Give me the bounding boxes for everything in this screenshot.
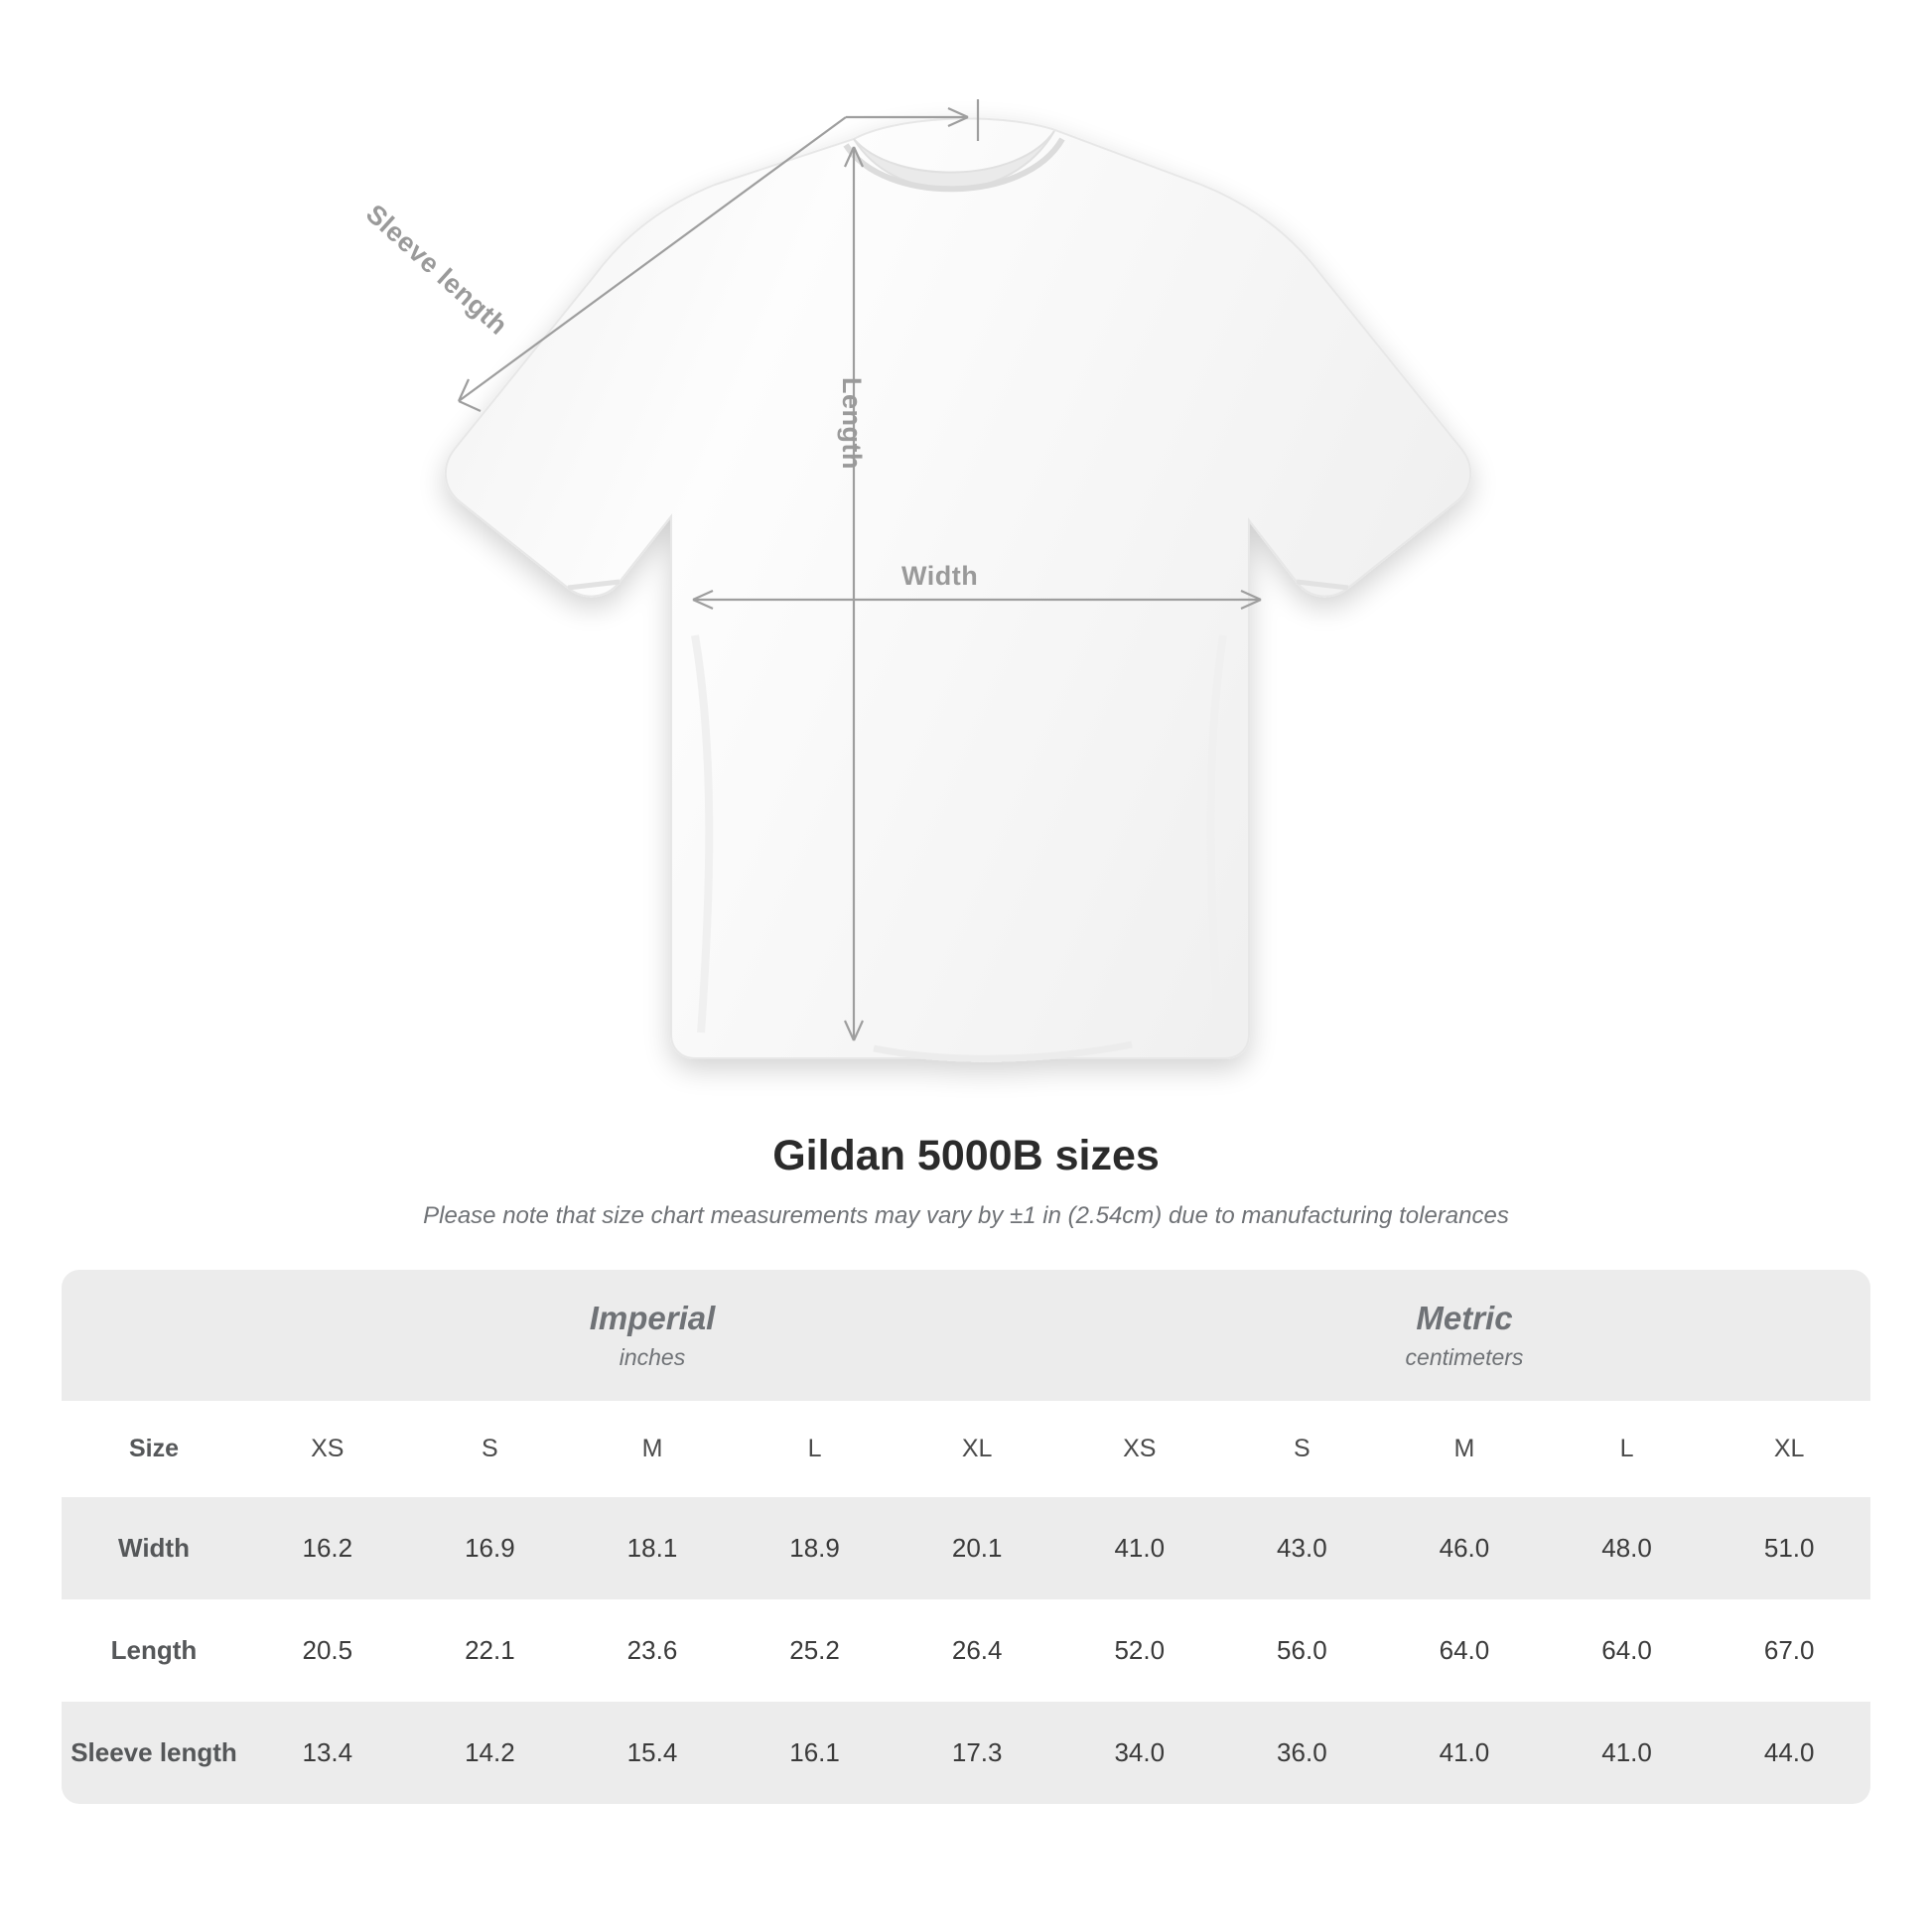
cell-sleeve-imperial-xl: 17.3	[896, 1702, 1058, 1804]
unit-group-row	[62, 1270, 1870, 1401]
cell-sleeve-metric-xl: 44.0	[1708, 1702, 1870, 1804]
size-table	[62, 1270, 1870, 1804]
cell-sleeve-metric-l: 41.0	[1546, 1702, 1709, 1804]
cell-length-imperial-xs: 20.5	[246, 1599, 409, 1702]
cell-width-metric-s: 43.0	[1221, 1497, 1384, 1599]
header-metric-s: S	[1221, 1401, 1384, 1497]
cell-width-metric-xs: 41.0	[1058, 1497, 1221, 1599]
imperial-title: Imperial	[589, 1300, 716, 1336]
tolerance-note: Please note that size chart measurements may vary by ±1 in (2.54cm) due to manufacturing tolerances	[423, 1202, 1509, 1229]
table-row	[62, 1599, 1870, 1702]
table-row	[62, 1702, 1870, 1804]
unit-group-imperial	[246, 1270, 1058, 1401]
row-label-width: Width	[62, 1497, 246, 1599]
cell-width-imperial-l: 18.9	[734, 1497, 897, 1599]
cell-width-metric-xl: 51.0	[1708, 1497, 1870, 1599]
cell-sleeve-imperial-m: 15.4	[571, 1702, 734, 1804]
metric-subtitle: centimeters	[1405, 1344, 1524, 1371]
cell-length-imperial-m: 23.6	[571, 1599, 734, 1702]
cell-sleeve-imperial-xs: 13.4	[246, 1702, 409, 1804]
cell-width-imperial-s: 16.9	[409, 1497, 572, 1599]
cell-width-imperial-m: 18.1	[571, 1497, 734, 1599]
header-imperial-xl: XL	[896, 1401, 1058, 1497]
unit-group-metric	[1058, 1270, 1870, 1401]
cell-width-metric-m: 46.0	[1383, 1497, 1546, 1599]
cell-sleeve-metric-s: 36.0	[1221, 1702, 1384, 1804]
size-table-wrapper	[62, 1270, 1870, 1804]
cell-length-metric-s: 56.0	[1221, 1599, 1384, 1702]
cell-length-metric-xl: 67.0	[1708, 1599, 1870, 1702]
cell-length-metric-m: 64.0	[1383, 1599, 1546, 1702]
header-imperial-s: S	[409, 1401, 572, 1497]
metric-title: Metric	[1416, 1300, 1513, 1336]
imperial-subtitle: inches	[619, 1344, 686, 1371]
cell-length-metric-l: 64.0	[1546, 1599, 1709, 1702]
size-header-row	[62, 1401, 1870, 1497]
header-metric-m: M	[1383, 1401, 1546, 1497]
header-imperial-m: M	[571, 1401, 734, 1497]
row-label-length: Length	[62, 1599, 246, 1702]
cell-length-imperial-xl: 26.4	[896, 1599, 1058, 1702]
cell-sleeve-imperial-s: 14.2	[409, 1702, 572, 1804]
table-row	[62, 1497, 1870, 1599]
cell-length-imperial-s: 22.1	[409, 1599, 572, 1702]
width-label: Width	[901, 561, 979, 591]
header-imperial-l: L	[734, 1401, 897, 1497]
chart-heading	[0, 1132, 1932, 1230]
header-metric-xs: XS	[1058, 1401, 1221, 1497]
header-size: Size	[62, 1401, 246, 1497]
header-metric-xl: XL	[1708, 1401, 1870, 1497]
cell-width-metric-l: 48.0	[1546, 1497, 1709, 1599]
cell-length-imperial-l: 25.2	[734, 1599, 897, 1702]
cell-sleeve-metric-m: 41.0	[1383, 1702, 1546, 1804]
cell-width-imperial-xl: 20.1	[896, 1497, 1058, 1599]
unit-spacer-cell	[62, 1270, 246, 1401]
length-label: Length	[837, 377, 867, 470]
cell-length-metric-xs: 52.0	[1058, 1599, 1221, 1702]
cell-sleeve-metric-xs: 34.0	[1058, 1702, 1221, 1804]
header-imperial-xs: XS	[246, 1401, 409, 1497]
row-label-sleeve-length: Sleeve length	[62, 1702, 246, 1804]
cell-width-imperial-xs: 16.2	[246, 1497, 409, 1599]
cell-sleeve-imperial-l: 16.1	[734, 1702, 897, 1804]
header-metric-l: L	[1546, 1401, 1709, 1497]
page-title: Gildan 5000B sizes	[772, 1132, 1160, 1179]
sleeve-length-label: Sleeve length	[359, 199, 514, 342]
